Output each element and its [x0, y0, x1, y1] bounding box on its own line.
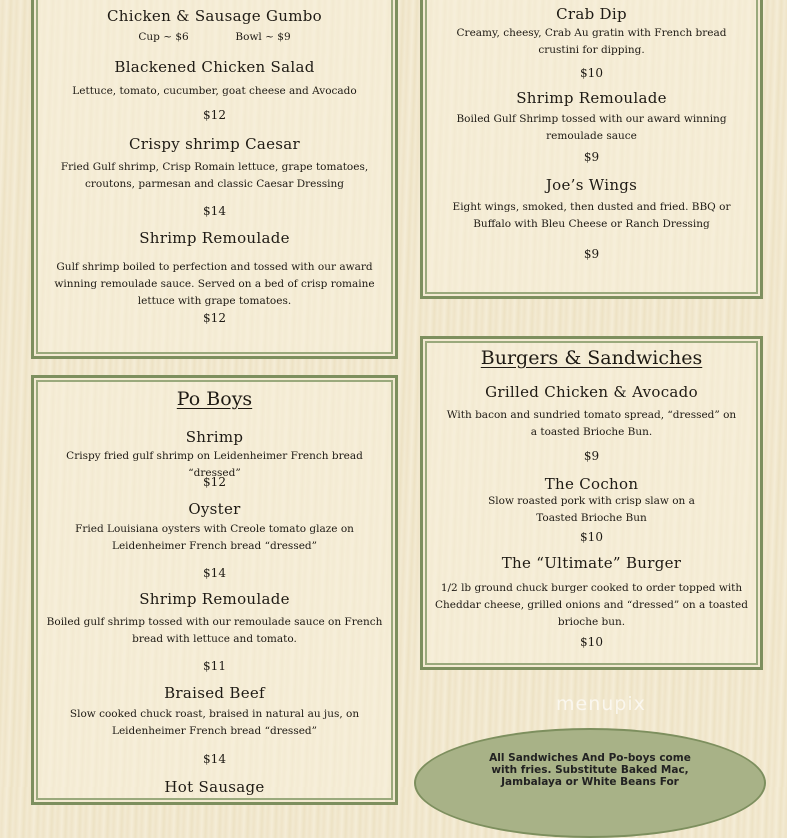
menu-item-price: $10 — [580, 530, 603, 544]
menu-item-price: $12 — [203, 108, 226, 122]
menu-item-desc: Fried Gulf shrimp, Crisp Romain lettuce, grape tomatoes, croutons, parmesan and classic Caesar Dressing — [60, 161, 369, 190]
menu-item-desc: Lettuce, tomato, cucumber, goat cheese and Avocado — [72, 85, 357, 97]
menu-item-price: $12 — [203, 311, 226, 325]
gumbo-bowl-price: Bowl ~ $9 — [235, 31, 291, 43]
gumbo-prices — [34, 29, 395, 46]
menu-item-desc: Creamy, cheesy, Crab Au gratin with French bread crustini for dipping. — [456, 27, 727, 56]
menu-item-desc: 1/2 lb ground chuck burger cooked to order topped with Cheddar cheese, grilled onions and “dressed” on a toasted brioche bun. — [435, 582, 748, 628]
menu-item-price: $9 — [583, 150, 600, 164]
menu-item-price: $14 — [203, 752, 226, 766]
menu-item-desc: Boiled gulf shrimp tossed with our remoulade sauce on French bread with lettuce and tomato. — [46, 616, 383, 645]
section-heading: Po Boys — [176, 388, 253, 410]
menu-item-desc: Crispy fried gulf shrimp on Leidenheimer French bread “dressed” — [66, 450, 363, 479]
menu-item-desc: With bacon and sundried tomato spread, “dressed” on a toasted Brioche Bun. — [446, 409, 737, 438]
menu-item-name: The “Ultimate” Burger — [501, 554, 682, 572]
menu-item-name: Braised Beef — [164, 684, 265, 702]
menu-item-price: $11 — [203, 659, 226, 673]
menu-item-price: $14 — [203, 204, 226, 218]
watermark: menupix — [556, 693, 646, 715]
menu-item-name: Joe’s Wings — [545, 176, 638, 194]
gumbo-cup-price: Cup ~ $6 — [138, 31, 189, 43]
menu-item-name: Crispy shrimp Caesar — [128, 135, 300, 153]
menu-item-desc: Fried Louisiana oysters with Creole tomato glaze on Leidenheimer French bread “dressed” — [75, 523, 354, 552]
po-boys-panel — [31, 375, 398, 805]
menu-item-name: Shrimp Remoulade — [139, 590, 290, 608]
menu-item-price: $9 — [583, 449, 600, 463]
menu-item-desc: Eight wings, smoked, then dusted and fried. BBQ or Buffalo with Bleu Cheese or Ranch Dressing — [452, 201, 731, 230]
menu-item-price: $9 — [583, 247, 600, 261]
menu-item-name: Shrimp Remoulade — [139, 229, 290, 247]
menu-item-name: The Cochon — [544, 475, 639, 493]
starters-panel — [31, 0, 398, 359]
menu-item-desc: Slow roasted pork with crisp slaw on a Toasted Brioche Bun — [488, 495, 695, 524]
menu-item-name: Crab Dip — [556, 5, 627, 23]
menu-item-price: $12 — [203, 475, 226, 489]
appetizers-panel — [420, 0, 763, 299]
burgers-panel — [420, 336, 763, 670]
menu-item-desc: Slow cooked chuck roast, braised in natural au jus, on Leidenheimer French bread “dressed” — [69, 708, 360, 737]
menu-item-price: $14 — [203, 566, 226, 580]
menu-item-name: Hot Sausage — [164, 778, 265, 796]
menu-item-name: Oyster — [188, 500, 241, 518]
sides-note: All Sandwiches And Po-boys come with fries. Substitute Baked Mac, Jambalaya or White Beans For — [489, 752, 691, 788]
menu-item-price: $10 — [580, 635, 603, 649]
sides-note-oval — [414, 728, 766, 838]
menu-item-name: Chicken & Sausage Gumbo — [106, 7, 323, 25]
menu-item-name: Blackened Chicken Salad — [114, 58, 315, 76]
menu-item-name: Grilled Chicken & Avocado — [485, 383, 698, 401]
menu-item-price: $10 — [580, 66, 603, 80]
menu-item-name: Shrimp Remoulade — [516, 89, 667, 107]
menu-item-desc: Boiled Gulf Shrimp tossed with our award winning remoulade sauce — [456, 113, 727, 142]
menu-item-desc: Gulf shrimp boiled to perfection and tossed with our award winning remoulade sauce. Served on a bed of crisp romaine lettuce with grape tomatoes. — [54, 261, 375, 307]
menu-item-name: Shrimp — [185, 428, 244, 446]
section-heading: Burgers & Sandwiches — [480, 347, 703, 369]
